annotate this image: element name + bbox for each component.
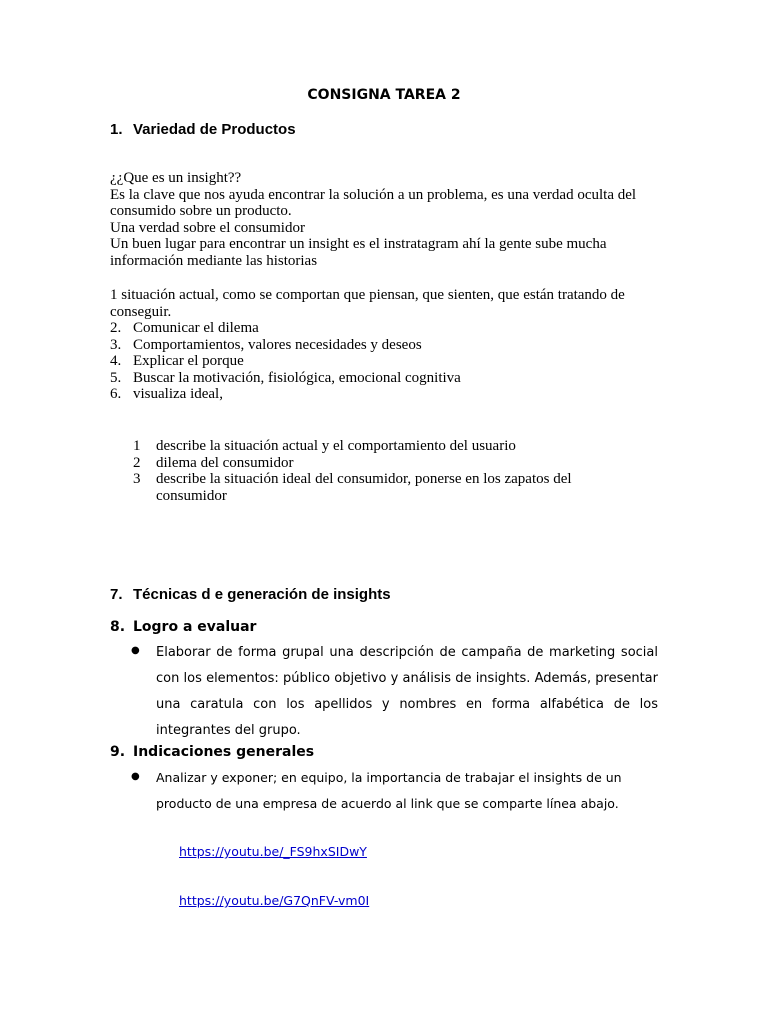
section-8-title: Logro a evaluar [133, 619, 257, 635]
intro-line: Un buen lugar para encontrar un insight es el instratagram ahí la gente sube mucha [110, 236, 607, 252]
section-1-heading [110, 121, 296, 138]
step-text: visualiza ideal, [133, 386, 223, 402]
section-8-heading [110, 619, 256, 635]
step-number: 3. [110, 336, 122, 353]
sub-list-item [133, 455, 603, 472]
sub-list-text: describe la situación actual y el comportamiento del usuario [156, 438, 516, 454]
steps-intro-line: 1 situación actual, como se comportan que piensan, que sienten, que están tratando de [110, 287, 625, 303]
bullet-icon: ● [131, 771, 140, 782]
section-7-title: Técnicas d e generación de insights [133, 586, 391, 603]
steps-list [110, 287, 625, 403]
intro-line: Es la clave que nos ayuda encontrar la solución a un problema, es una verdad oculta del [110, 186, 637, 203]
sub-list-item [133, 438, 603, 455]
section-7-heading [110, 586, 391, 603]
step-item [110, 370, 625, 387]
intro-line: Una verdad sobre el consumidor [110, 219, 305, 236]
step-text: Comunicar el dilema [133, 320, 259, 336]
document-title: CONSIGNA TAREA 2 [307, 87, 461, 103]
step-text: Comportamientos, valores necesidades y deseos [133, 336, 422, 353]
bullet-icon: ● [131, 645, 140, 656]
insight-intro [110, 170, 636, 269]
sub-list [133, 438, 603, 504]
sub-list-number: 1 [133, 438, 141, 454]
section-9-title: Indicaciones generales [133, 744, 315, 760]
section-1-number: 1. [110, 121, 123, 138]
step-number: 5. [110, 369, 122, 386]
intro-line: ¿¿Que es un insight?? [110, 170, 242, 186]
section-9-number: 9. [110, 744, 126, 760]
step-item [110, 353, 625, 370]
section-8-bullet-text: Elaborar de forma grupal una descripción de campaña de marketing social con los elementos: público objetivo y análisis de insights. Además, presentar una caratula con los apellidos y nombres en forma alfabética de los integrantes del grupo. [156, 645, 658, 738]
step-item [110, 386, 625, 403]
section-8-number: 8. [110, 619, 126, 635]
sub-list-text: describe la situación ideal del consumidor, ponerse en los zapatos del consumidor [156, 471, 572, 504]
section-9-heading [110, 744, 314, 760]
step-number: 4. [110, 353, 122, 369]
youtube-link-1[interactable]: https://youtu.be/_FS9hxSIDwY [179, 844, 367, 859]
sub-list-text: dilema del consumidor [156, 454, 294, 471]
step-number: 2. [110, 320, 122, 336]
sub-list-number: 2 [133, 454, 141, 471]
section-1-title: Variedad de Productos [133, 121, 296, 138]
sub-list-number: 3 [133, 471, 141, 487]
intro-line: consumido sobre un producto. [110, 203, 292, 219]
intro-line: información mediante las historias [110, 252, 318, 269]
step-text: Buscar la motivación, fisiológica, emocional cognitiva [133, 369, 461, 386]
sub-list-item [133, 471, 603, 504]
steps-intro-line: conseguir. [110, 303, 172, 320]
step-number: 6. [110, 386, 122, 402]
section-9-bullet-text: Analizar y exponer; en equipo, la importancia de trabajar el insights de un producto de una empresa de acuerdo al link que se comparte línea abajo. [156, 770, 622, 811]
section-7-number: 7. [110, 586, 123, 603]
step-item [110, 320, 625, 337]
step-text: Explicar el porque [133, 353, 244, 369]
youtube-link-2[interactable]: https://youtu.be/G7QnFV-vm0I [179, 893, 370, 908]
step-item [110, 337, 625, 354]
